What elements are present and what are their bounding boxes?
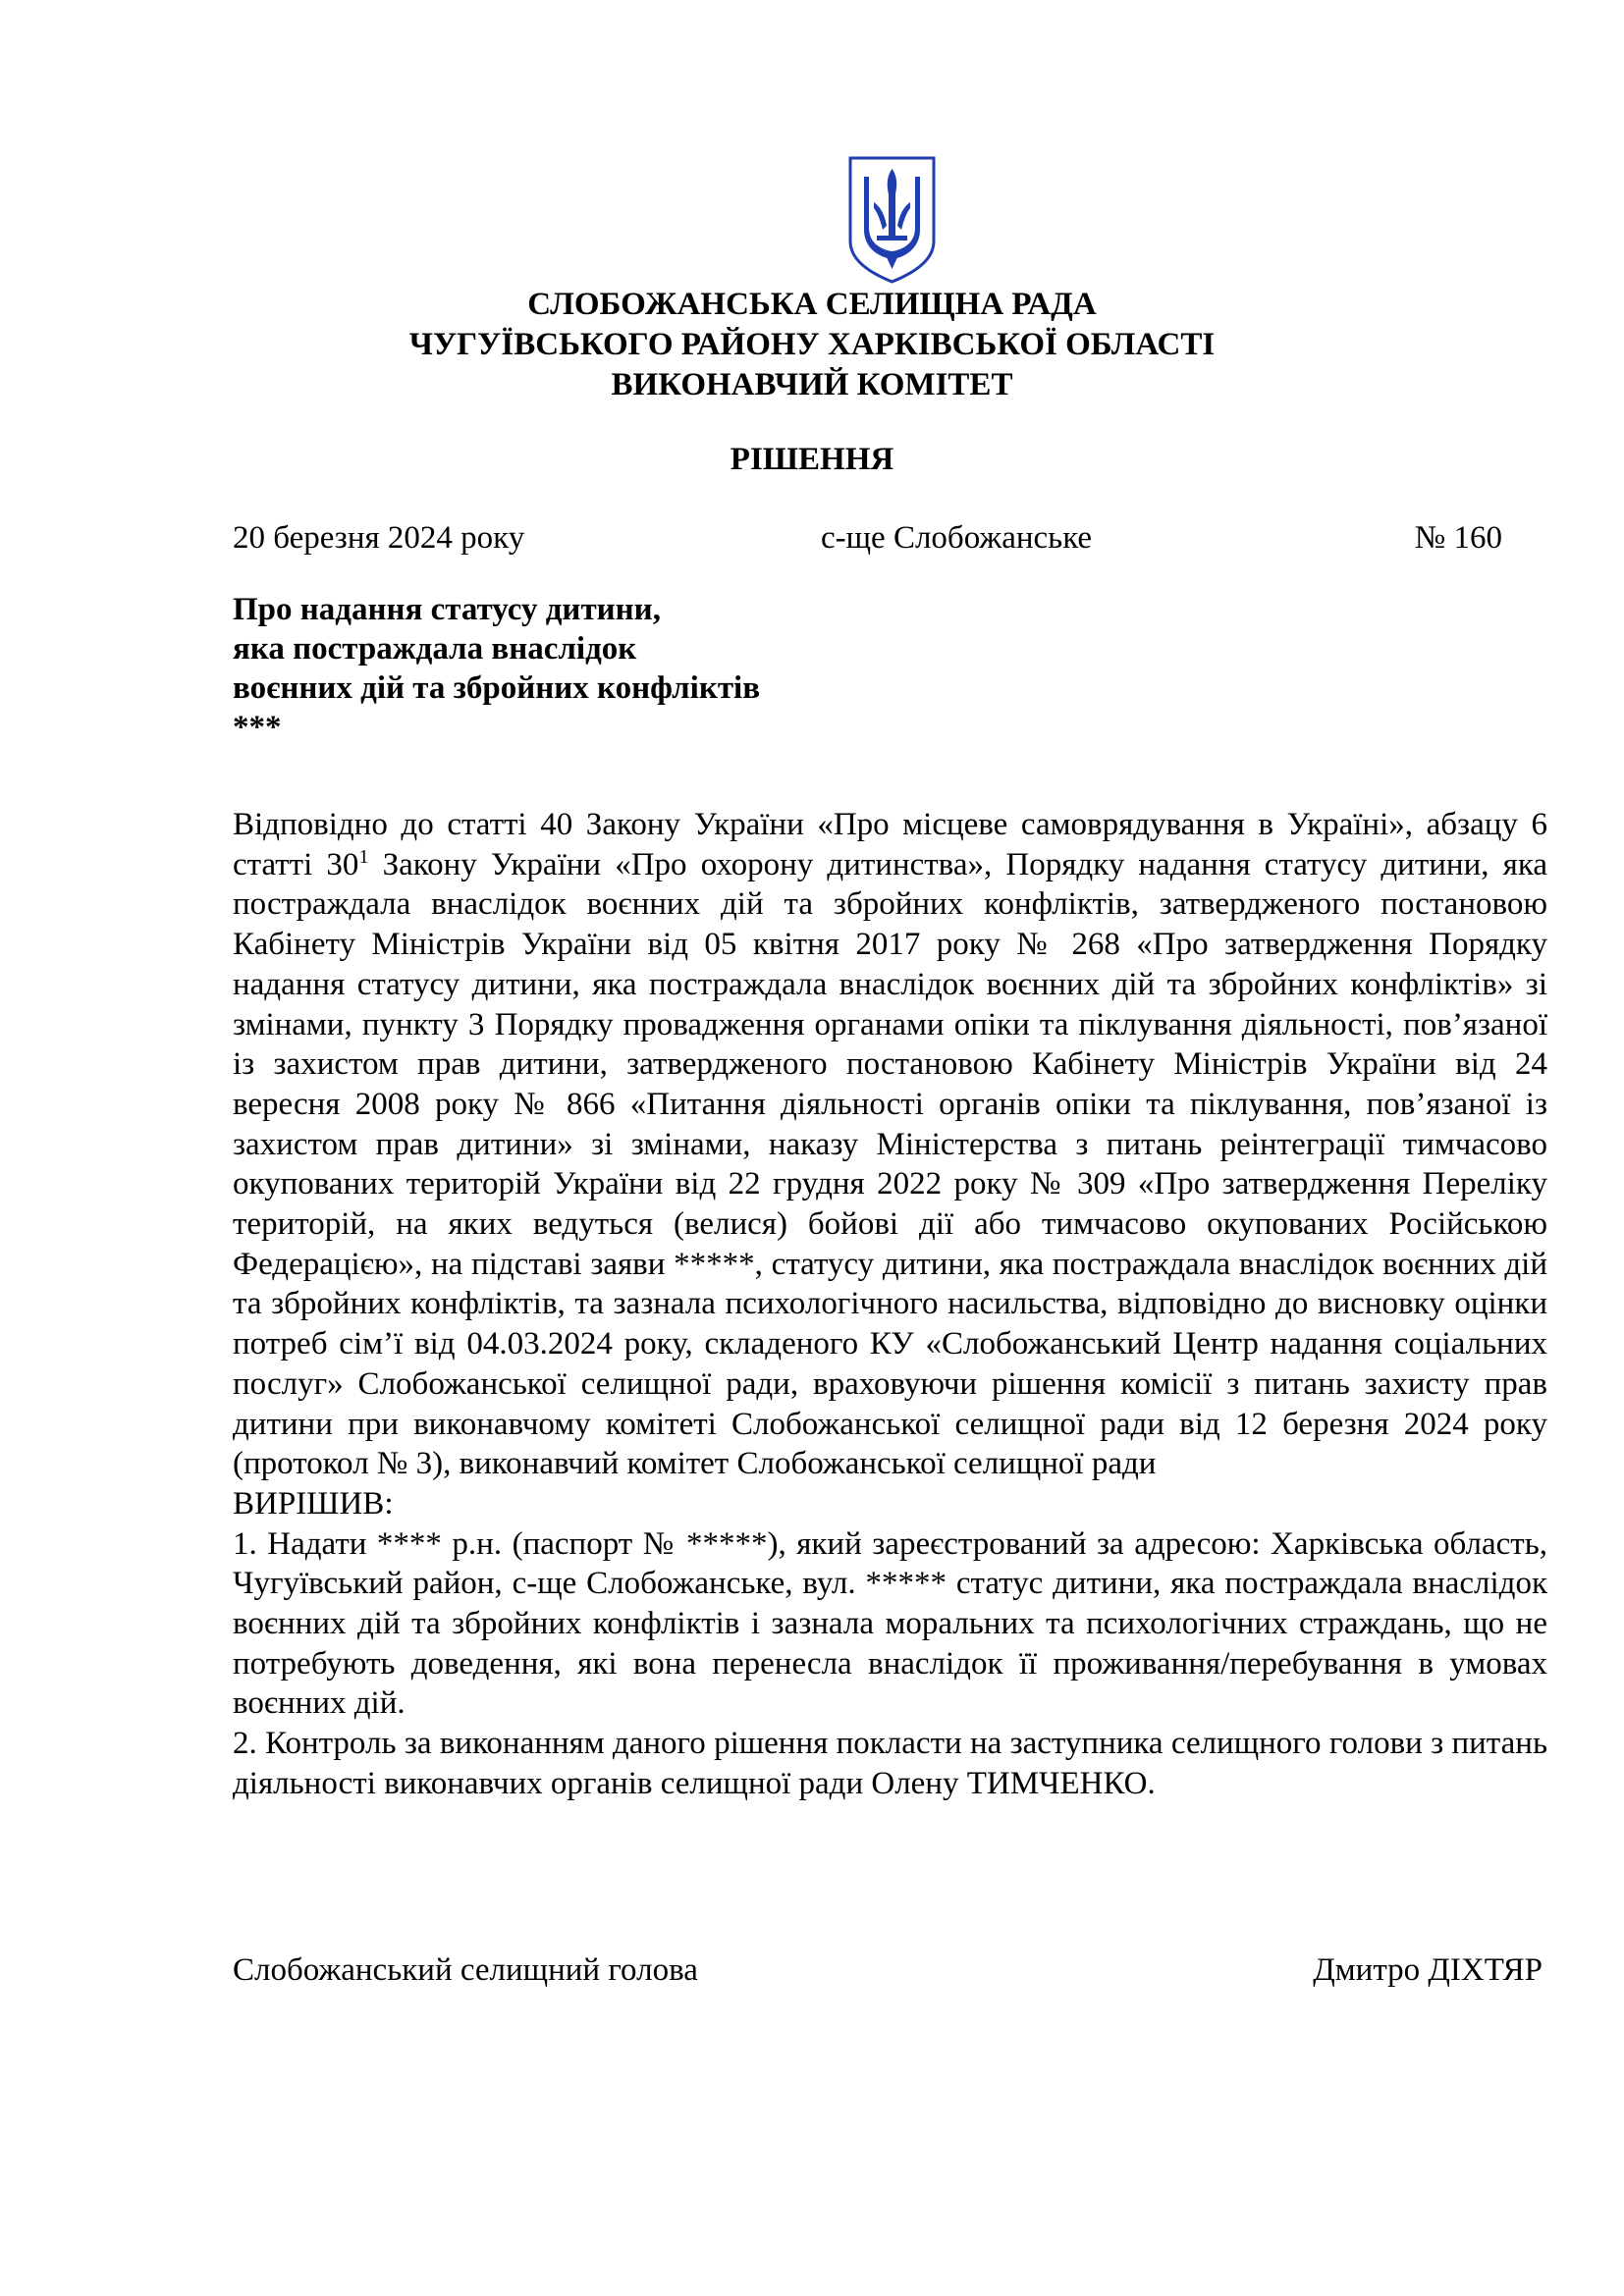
subject-line: Про надання статусу дитини,	[233, 592, 661, 627]
resolution-item-2: 2. Контроль за виконанням даного рішення покласти на заступника селищного голови з питань діяльності виконавчих органів селищної ради Олену ТИМЧЕНКО.	[233, 1726, 1547, 1801]
subject-redaction: ***	[233, 710, 282, 745]
ukraine-trident-coat-of-arms-icon	[847, 155, 937, 285]
signatory-name: Дмитро ДІХТЯР	[1313, 1952, 1543, 1988]
preamble-text-a: Відповідно до статті 40 Закону України «Про місцеве самоврядування в Україні», абзацу 6 статті 30	[233, 807, 1547, 882]
district-name: ЧУГУЇВСЬКОГО РАЙОНУ ХАРКІВСЬКОЇ ОБЛАСТІ	[408, 327, 1216, 362]
signatory-position: Слобожанський селищний голова	[233, 1952, 698, 1988]
decision-body	[233, 805, 1547, 1804]
resolution-item-1: 1. Надати **** р.н. (паспорт № *****), який зареєстрований за адресою: Харківська область, Чугуївський район, с-ще Слобожанське, вул. ***** статус дитини, яка постраждала внаслідок воєнних дій та збройних конфліктів і зазнала моральних та психологічних страждань, що не потребують доведення, які вона перенесла внаслідок її проживання/перебування в умовах воєнних дій.	[233, 1525, 1547, 1722]
decision-subject	[233, 590, 760, 747]
preamble-text-b: Закону України «Про охорону дитинства», Порядку надання статусу дитини, яка постраждала внаслідок воєнних дій та збройних конфліктів, затвердженого постановою Кабінету Міністрів України від 05 квітня 2017 року № 268 «Про затвердження Порядку надання статусу дитини, яка постраждала внаслідок воєнних дій та збройних конфліктів» зі змінами, пункту 3 Порядку провадження органами опіки та піклування діяльності, пов’язаної із захистом прав дитини, затвердженого постановою Кабінету Міністрів України від 24 вересня 2008 року № 866 «Питання діяльності органів опіки та піклування, пов’язаної із захистом прав дитини» зі змінами, наказу Міністерства з питань реінтеграції тимчасово окупованих територій України від 22 грудня 2022 року № 309 «Про затвердження Переліку територій, на яких ведуться (велися) бойові дії або тимчасово окупованих Російською Федерацією», на підставі заяви *****, статусу дитини, яка постраждала внаслідок воєнних дій та збройних конфліктів, та зазнала психологічного насильства, відповідно до висновку оцінки потреб сім’ї від 04.03.2024 року, складеного КУ «Слобожанський Центр надання соціальних послуг» Слобожанської селищної ради, враховуючи рішення комісії з питань захисту прав дитини при виконавчому комітеті Слобожанської селищної ради від 12 березня 2024 року (протокол № 3), виконавчий комітет Слобожанської селищної ради	[233, 846, 1548, 1482]
preamble-paragraph	[233, 805, 1547, 1484]
council-header	[0, 285, 1624, 405]
decision-title: РІШЕННЯ	[730, 442, 894, 477]
resolved-heading: ВИРІШИВ:	[233, 1485, 394, 1522]
decision-date: 20 березня 2024 року	[233, 520, 525, 556]
council-name: СЛОБОЖАНСЬКА СЕЛИЩНА РАДА	[527, 287, 1097, 322]
subject-line: воєнних дій та збройних конфліктів	[233, 670, 761, 706]
decision-place: с-ще Слобожанське	[821, 520, 1093, 556]
article-superscript: 1	[358, 845, 369, 868]
decision-number: № 160	[1414, 520, 1502, 556]
subject-line: яка постраждала внаслідок	[233, 631, 637, 667]
committee-name: ВИКОНАВЧИЙ КОМІТЕТ	[611, 367, 1013, 402]
